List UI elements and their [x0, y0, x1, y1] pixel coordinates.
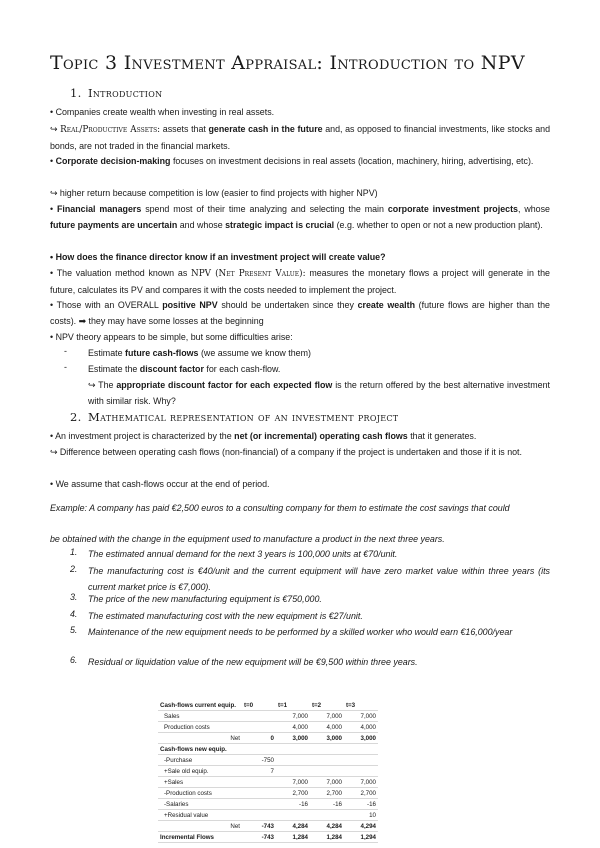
section-label: Introduction: [88, 86, 163, 100]
paragraph: [50, 444, 550, 460]
table-header-cell: t=2: [310, 700, 344, 711]
table-row-label: +Residual value: [158, 810, 242, 821]
table-row-label: -Salaries: [158, 799, 242, 810]
term-npv: NPV (Net Present Value):: [191, 269, 306, 279]
table-row-label: -Production costs: [158, 788, 242, 799]
text: , whose: [517, 204, 550, 214]
text: • We assume that cash-flows occur at the end of period.: [50, 479, 270, 489]
paragraph: [50, 249, 550, 265]
text: that it generates.: [407, 431, 477, 441]
paragraph: [50, 185, 550, 201]
table-row: [158, 810, 378, 821]
bold-text: corporate investment projects: [387, 204, 518, 214]
text: and, as opposed to financial investments, like stocks and bonds, are not traded in the financial markets.: [50, 124, 551, 151]
paragraph: [50, 428, 550, 444]
text: is the return offered by the best alternative investment with similar risk. Why?: [88, 380, 550, 406]
table-cell: 7,000: [276, 711, 310, 722]
paragraph: [50, 121, 550, 154]
text: ↪ The: [88, 380, 117, 390]
table-cell: 0: [242, 733, 276, 744]
table-cell: 7,000: [310, 711, 344, 722]
table-cell: [242, 711, 276, 722]
table-header-cell: t=1: [276, 700, 310, 711]
text: • An investment project is characterized by the: [50, 431, 235, 441]
text: • NPV theory appears to be simple, but some difficulties arise:: [50, 332, 293, 342]
table-row: [158, 832, 378, 843]
table-cell: [242, 799, 276, 810]
text: measures the monetary flows a project will generate in the future, calculates its PV and compares it with the costs needed to implement the project.: [50, 268, 550, 295]
text: (we assume we know them): [198, 348, 311, 358]
bold-text: strategic impact is crucial: [225, 220, 335, 230]
example-item-number: 5.: [70, 625, 78, 635]
example-item-number: 3.: [70, 592, 78, 602]
table-header-row: [158, 700, 378, 711]
bold-text: appropriate discount factor for each expected flow: [116, 380, 333, 390]
example-item-number: 6.: [70, 655, 78, 665]
bold-text: Corporate decision-making: [55, 156, 171, 166]
table-cell: [310, 744, 344, 755]
bold-text: future payments are uncertain: [50, 220, 178, 230]
table-cell: [242, 810, 276, 821]
example-item-text: The estimated annual demand for the next 3 years is 100,000 units at €70/unit.: [88, 549, 398, 559]
bold-text: discount factor: [139, 364, 204, 374]
list-dash: -: [64, 362, 67, 372]
list-item: [88, 361, 280, 377]
list-subitem: [88, 377, 550, 409]
paragraph: [50, 201, 550, 233]
text: for each cash-flow.: [203, 364, 281, 374]
table-row: [158, 722, 378, 733]
text: (future flows are higher than the costs). ➡ they may have some losses at the beginning: [50, 300, 550, 326]
table-cell: [276, 755, 310, 766]
example-item-text: The estimated manufacturing cost with the new equipment is €27/unit.: [88, 611, 363, 621]
table-cell: 7: [242, 766, 276, 777]
table-row-label: +Sales: [158, 777, 242, 788]
text: focuses on investment decisions in real assets (location, machinery, hiring, advertising, etc).: [170, 156, 534, 166]
example-item-text: The price of the new manufacturing equipment is €750,000.: [88, 594, 322, 604]
term-real-assets: Real/Productive Assets:: [60, 125, 161, 135]
table-row: [158, 777, 378, 788]
section-heading-math: [70, 410, 398, 424]
section-label: Mathematical representation of an investment project: [88, 410, 399, 424]
paragraph: [50, 329, 550, 345]
bold-text: future cash-flows: [125, 348, 199, 358]
example-item-number: 1.: [70, 547, 78, 557]
table-cell: 4,000: [344, 722, 378, 733]
table-cell: 2,700: [310, 788, 344, 799]
text: ↪ higher return because competition is low (easier to find projects with higher NPV): [50, 188, 378, 198]
bold-text: net (or incremental) operating cash flows: [234, 431, 408, 441]
table-cell: 3,000: [344, 733, 378, 744]
table-cell: [242, 777, 276, 788]
bold-text: create wealth: [357, 300, 415, 310]
table-row: [158, 788, 378, 799]
table-row: [158, 711, 378, 722]
text: • Companies create wealth when investing in real assets.: [50, 107, 275, 117]
text: Estimate the: [88, 364, 140, 374]
text: should be undertaken since they: [217, 300, 358, 310]
table-header-cell: t=3: [344, 700, 378, 711]
table-cell: [310, 755, 344, 766]
table-cell: [276, 766, 310, 777]
table-cell: 7,000: [344, 777, 378, 788]
bold-text: generate cash in the future: [208, 124, 323, 134]
table-cell: [276, 810, 310, 821]
example-item-text: Residual or liquidation value of the new equipment will be €9,500 within three years.: [88, 657, 418, 667]
table-cell: -16: [310, 799, 344, 810]
page-title: Topic 3 Investment Appraisal: Introduction to NPV: [50, 52, 525, 74]
paragraph: [50, 297, 550, 329]
table-cell: -750: [242, 755, 276, 766]
section-heading-introduction: [70, 86, 162, 100]
table-cell: [242, 788, 276, 799]
table-cell: [310, 810, 344, 821]
table-cell: 2,700: [276, 788, 310, 799]
table-cell: [344, 755, 378, 766]
bold-text: • How does the finance director know if an investment project will create value?: [50, 252, 386, 262]
table-row-label: -Purchase: [158, 755, 242, 766]
text: ↪: [50, 124, 61, 134]
table-cell: [242, 722, 276, 733]
table-row: [158, 821, 378, 832]
example-intro-continued: be obtained with the change in the equipment used to manufacture a product in the next three years.: [50, 534, 445, 544]
table-cell: 4,284: [276, 821, 310, 832]
table-cell: -743: [242, 821, 276, 832]
table-cell: 7,000: [310, 777, 344, 788]
bold-text: positive NPV: [162, 300, 218, 310]
table-cell: 7,000: [276, 777, 310, 788]
table-cell: 2,700: [344, 788, 378, 799]
table-row: [158, 744, 378, 755]
table-row-label: Incremental Flows: [158, 832, 242, 843]
table-cell: [310, 766, 344, 777]
table-cell: -16: [276, 799, 310, 810]
table-row: [158, 766, 378, 777]
example-item-number: 2.: [70, 564, 78, 574]
table-row-label: Net: [158, 733, 242, 744]
table-header-cell: Cash-flows current equip.: [158, 700, 242, 711]
table-cell: [344, 766, 378, 777]
text: ↪ Difference between operating cash flows (non-financial) of a company if the project is undertaken and those if it is not.: [50, 447, 522, 457]
text: • Those with an OVERALL: [50, 300, 163, 310]
table-row-label: +Sale old equip.: [158, 766, 242, 777]
text: assets that: [160, 124, 209, 134]
cash-flow-table: [158, 700, 378, 843]
table-row-label: Net: [158, 821, 242, 832]
table-row-label: Production costs: [158, 722, 242, 733]
table-row: [158, 733, 378, 744]
paragraph: [50, 104, 550, 120]
table-row-label: Sales: [158, 711, 242, 722]
table-row-label: Cash-flows new equip.: [158, 744, 242, 755]
bold-text: Financial managers: [57, 204, 142, 214]
text: Estimate: [88, 348, 125, 358]
table-cell: 4,000: [276, 722, 310, 733]
table-cell: [242, 744, 276, 755]
table-cell: 4,000: [310, 722, 344, 733]
text: •: [50, 204, 57, 214]
table-cell: -743: [242, 832, 276, 843]
table-cell: 1,294: [344, 832, 378, 843]
example-intro: Example: A company has paid €2,500 euros to a consulting company for them to estimate the cost savings that could: [50, 503, 510, 513]
table-cell: 4,284: [310, 821, 344, 832]
paragraph: [50, 476, 550, 492]
list-item: [88, 345, 311, 361]
paragraph: [50, 265, 550, 298]
text: and whose: [177, 220, 226, 230]
paragraph: [50, 153, 550, 169]
table-cell: 10: [344, 810, 378, 821]
table-cell: 3,000: [276, 733, 310, 744]
table-cell: 7,000: [344, 711, 378, 722]
table-cell: 3,000: [310, 733, 344, 744]
table-cell: -16: [344, 799, 378, 810]
table-row: [158, 755, 378, 766]
section-number: 1.: [70, 86, 82, 100]
table-cell: 4,294: [344, 821, 378, 832]
list-dash: -: [64, 346, 67, 356]
table-row: [158, 799, 378, 810]
text: spend most of their time analyzing and selecting the main: [141, 204, 388, 214]
example-item-number: 4.: [70, 609, 78, 619]
table-cell: 1,284: [276, 832, 310, 843]
example-item-text: Maintenance of the new equipment needs to be performed by a skilled worker who would earn €16,000/year: [88, 627, 513, 637]
table-cell: [276, 744, 310, 755]
text: • The valuation method known as: [50, 268, 192, 278]
text: (e.g. whether to open or not a new production plant).: [334, 220, 543, 230]
table-cell: 1,284: [310, 832, 344, 843]
section-number: 2.: [70, 410, 82, 424]
table-header-cell: t=0: [242, 700, 276, 711]
table-cell: [344, 744, 378, 755]
example-item-text: The manufacturing cost is €40/unit and the current equipment will have zero market value within three years (its current market price is €7,000).: [88, 566, 550, 592]
text: •: [50, 156, 56, 166]
